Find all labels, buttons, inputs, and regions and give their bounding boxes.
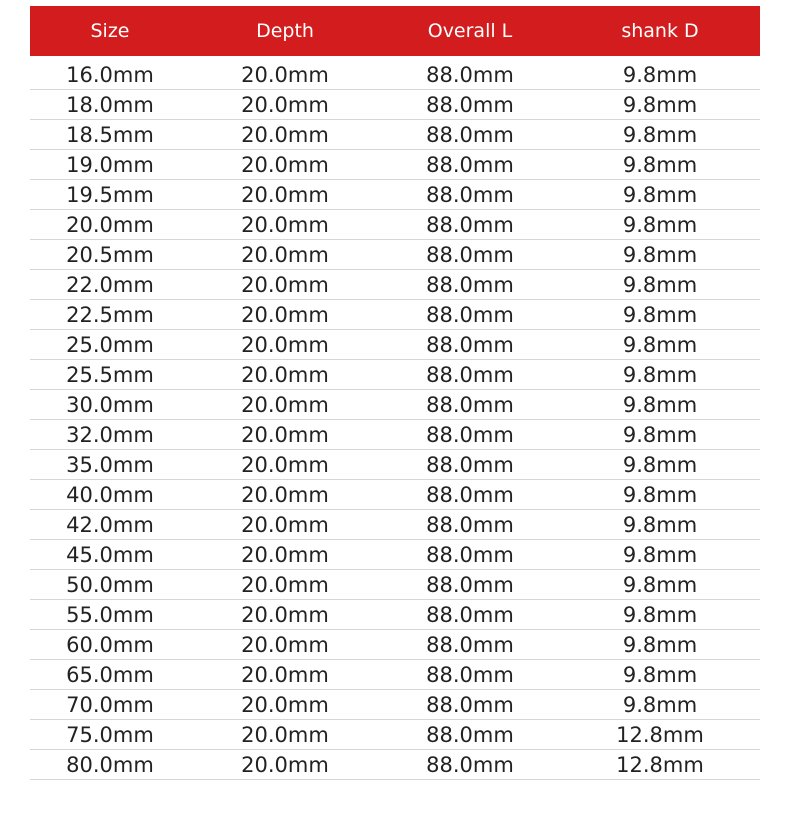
shank-diameter-cell: 9.8mm — [622, 92, 698, 117]
table-row — [30, 360, 760, 390]
size-cell: 30.0mm — [66, 392, 154, 417]
table-row — [30, 750, 760, 780]
depth-cell: 20.0mm — [241, 512, 329, 537]
table-header — [30, 6, 760, 56]
overall-length-cell: 88.0mm — [426, 332, 514, 357]
size-cell: 19.0mm — [66, 152, 154, 177]
overall-length-cell: 88.0mm — [426, 122, 514, 147]
overall-length-cell: 88.0mm — [426, 272, 514, 297]
table-row — [30, 390, 760, 420]
shank-diameter-cell: 9.8mm — [622, 692, 698, 717]
shank-diameter-cell: 9.8mm — [622, 512, 698, 537]
size-cell: 45.0mm — [66, 542, 154, 567]
depth-cell: 20.0mm — [241, 122, 329, 147]
overall-length-cell: 88.0mm — [426, 242, 514, 267]
overall-length-cell: 88.0mm — [426, 152, 514, 177]
overall-length-cell: 88.0mm — [426, 92, 514, 117]
shank-diameter-cell: 9.8mm — [622, 602, 698, 627]
depth-cell: 20.0mm — [241, 272, 329, 297]
shank-diameter-cell: 9.8mm — [622, 662, 698, 687]
shank-diameter-cell: 9.8mm — [622, 122, 698, 147]
size-cell: 20.5mm — [66, 242, 154, 267]
depth-cell: 20.0mm — [241, 62, 329, 87]
depth-cell: 20.0mm — [241, 242, 329, 267]
table-row — [30, 120, 760, 150]
table-row — [30, 540, 760, 570]
depth-cell: 20.0mm — [241, 182, 329, 207]
depth-cell: 20.0mm — [241, 392, 329, 417]
table-row — [30, 210, 760, 240]
shank-diameter-cell: 9.8mm — [622, 482, 698, 507]
overall-length-cell: 88.0mm — [426, 632, 514, 657]
table-row — [30, 60, 760, 90]
table-row — [30, 630, 760, 660]
table-row — [30, 570, 760, 600]
size-cell: 22.5mm — [66, 302, 154, 327]
table-row — [30, 90, 760, 120]
depth-cell: 20.0mm — [241, 692, 329, 717]
size-cell: 25.5mm — [66, 362, 154, 387]
shank-diameter-cell: 9.8mm — [622, 542, 698, 567]
shank-diameter-cell: 9.8mm — [622, 572, 698, 597]
size-cell: 19.5mm — [66, 182, 154, 207]
depth-cell: 20.0mm — [241, 752, 329, 777]
shank-diameter-cell: 9.8mm — [622, 302, 698, 327]
shank-diameter-cell: 9.8mm — [622, 242, 698, 267]
size-cell: 18.5mm — [66, 122, 154, 147]
shank-diameter-cell: 9.8mm — [622, 632, 698, 657]
depth-cell: 20.0mm — [241, 422, 329, 447]
table-row — [30, 240, 760, 270]
depth-cell: 20.0mm — [241, 92, 329, 117]
depth-cell: 20.0mm — [241, 482, 329, 507]
overall-length-cell: 88.0mm — [426, 602, 514, 627]
shank-diameter-cell: 12.8mm — [616, 722, 704, 747]
overall-length-cell: 88.0mm — [426, 692, 514, 717]
size-cell: 18.0mm — [66, 92, 154, 117]
header-shank-diameter: shank D — [621, 20, 699, 42]
overall-length-cell: 88.0mm — [426, 572, 514, 597]
overall-length-cell: 88.0mm — [426, 62, 514, 87]
depth-cell: 20.0mm — [241, 302, 329, 327]
size-cell: 80.0mm — [66, 752, 154, 777]
overall-length-cell: 88.0mm — [426, 752, 514, 777]
overall-length-cell: 88.0mm — [426, 302, 514, 327]
table-row — [30, 300, 760, 330]
depth-cell: 20.0mm — [241, 602, 329, 627]
size-cell: 32.0mm — [66, 422, 154, 447]
header-overall-length: Overall L — [427, 20, 513, 42]
size-cell: 75.0mm — [66, 722, 154, 747]
shank-diameter-cell: 9.8mm — [622, 152, 698, 177]
shank-diameter-cell: 9.8mm — [622, 452, 698, 477]
table-row — [30, 480, 760, 510]
depth-cell: 20.0mm — [241, 722, 329, 747]
size-cell: 55.0mm — [66, 602, 154, 627]
overall-length-cell: 88.0mm — [426, 542, 514, 567]
size-cell: 60.0mm — [66, 632, 154, 657]
size-cell: 40.0mm — [66, 482, 154, 507]
table-row — [30, 600, 760, 630]
spec-table — [30, 6, 760, 780]
size-cell: 25.0mm — [66, 332, 154, 357]
header-depth: Depth — [256, 20, 314, 42]
depth-cell: 20.0mm — [241, 152, 329, 177]
table-row — [30, 510, 760, 540]
depth-cell: 20.0mm — [241, 542, 329, 567]
overall-length-cell: 88.0mm — [426, 662, 514, 687]
shank-diameter-cell: 9.8mm — [622, 182, 698, 207]
header-size: Size — [90, 20, 130, 42]
shank-diameter-cell: 9.8mm — [622, 212, 698, 237]
overall-length-cell: 88.0mm — [426, 362, 514, 387]
shank-diameter-cell: 9.8mm — [622, 422, 698, 447]
table-row — [30, 330, 760, 360]
depth-cell: 20.0mm — [241, 452, 329, 477]
shank-diameter-cell: 9.8mm — [622, 62, 698, 87]
size-cell: 16.0mm — [66, 62, 154, 87]
overall-length-cell: 88.0mm — [426, 482, 514, 507]
size-cell: 65.0mm — [66, 662, 154, 687]
overall-length-cell: 88.0mm — [426, 422, 514, 447]
depth-cell: 20.0mm — [241, 212, 329, 237]
size-cell: 50.0mm — [66, 572, 154, 597]
overall-length-cell: 88.0mm — [426, 182, 514, 207]
table-row — [30, 720, 760, 750]
overall-length-cell: 88.0mm — [426, 512, 514, 537]
overall-length-cell: 88.0mm — [426, 392, 514, 417]
depth-cell: 20.0mm — [241, 632, 329, 657]
shank-diameter-cell: 9.8mm — [622, 392, 698, 417]
table-row — [30, 150, 760, 180]
size-cell: 42.0mm — [66, 512, 154, 537]
table-body — [30, 60, 760, 780]
depth-cell: 20.0mm — [241, 572, 329, 597]
size-cell: 22.0mm — [66, 272, 154, 297]
table-row — [30, 270, 760, 300]
depth-cell: 20.0mm — [241, 662, 329, 687]
size-cell: 35.0mm — [66, 452, 154, 477]
depth-cell: 20.0mm — [241, 332, 329, 357]
shank-diameter-cell: 9.8mm — [622, 332, 698, 357]
table-row — [30, 690, 760, 720]
overall-length-cell: 88.0mm — [426, 722, 514, 747]
depth-cell: 20.0mm — [241, 362, 329, 387]
size-cell: 70.0mm — [66, 692, 154, 717]
table-row — [30, 420, 760, 450]
shank-diameter-cell: 9.8mm — [622, 362, 698, 387]
table-row — [30, 450, 760, 480]
overall-length-cell: 88.0mm — [426, 212, 514, 237]
size-cell: 20.0mm — [66, 212, 154, 237]
overall-length-cell: 88.0mm — [426, 452, 514, 477]
shank-diameter-cell: 12.8mm — [616, 752, 704, 777]
shank-diameter-cell: 9.8mm — [622, 272, 698, 297]
table-row — [30, 660, 760, 690]
table-row — [30, 180, 760, 210]
